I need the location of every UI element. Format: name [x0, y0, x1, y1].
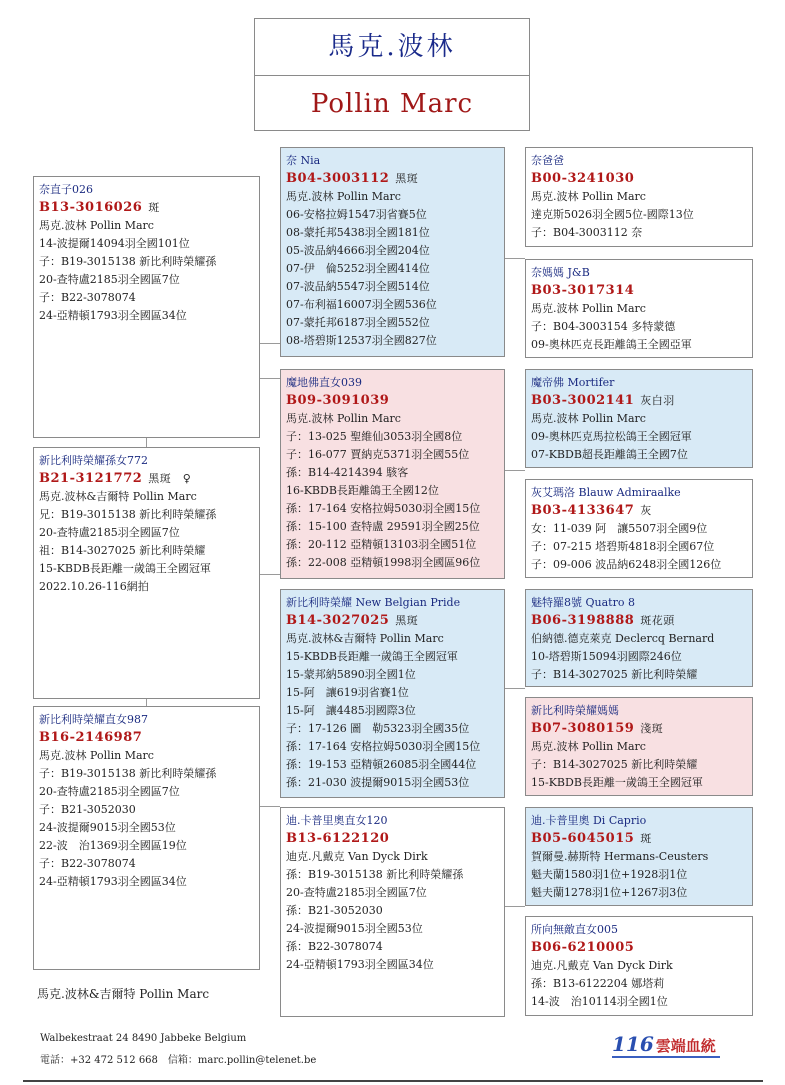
g3-info-line: 馬克.波林&吉爾特 Pollin Marc: [286, 632, 444, 645]
connector: [259, 806, 280, 807]
pedigree-great-grandparent-1: [525, 147, 753, 247]
gg1-info-line: 子：B04-3003112 奈: [531, 226, 643, 239]
g3-ring-number: B14-3027025: [286, 613, 390, 628]
gg6-name: 新比利時榮耀媽媽: [531, 704, 619, 717]
gg7-ring-number: B05-6045015: [531, 831, 635, 846]
footer-contact: 電話：+32 472 512 668 信箱：marc.pollin@telenet.be: [40, 1055, 317, 1066]
gg5-info-line: 子：B14-3027025 新比利時榮耀: [531, 668, 698, 681]
connector: [146, 698, 147, 706]
g3-info-line: 子：17-126 圖 勒5323羽全國35位: [286, 722, 470, 735]
g1-info-line: 08-蒙托邦5438羽全國181位: [286, 226, 430, 239]
connector: [504, 906, 525, 907]
gg6-info-line: 15-KBDB長距離一歲鴿王全國冠軍: [531, 776, 703, 789]
g4-info-line: 20-查特盧2185羽全國區7位: [286, 886, 427, 899]
g2-info-line: 孫：20-112 亞精頓13103羽全國51位: [286, 538, 477, 551]
gg7-color: 斑: [640, 832, 652, 845]
sire-info-line: 15-KBDB長距離一歲鴿王全國冠軍: [39, 562, 211, 575]
pedigree-dam: [33, 706, 260, 970]
g2-info-line: 孫：22-008 亞精頓1998羽全國區96位: [286, 556, 481, 569]
gg8-name: 所向無敵直女005: [531, 923, 618, 936]
gg4-info-line: 女：11-039 阿 讓5507羽全國9位: [531, 522, 708, 535]
gg6-ring-number: B07-3080159: [531, 721, 635, 736]
g3-name: 新比利時榮耀 New Belgian Pride: [286, 596, 461, 609]
g3-info-line: 15-KBDB長距離一歲鴿王全國冠軍: [286, 650, 458, 663]
gg3-ring-number: B03-3002141: [531, 393, 635, 408]
g1-ring-number: B04-3003112: [286, 171, 390, 186]
pedigree-great-grandparent-4: [525, 479, 753, 578]
g2-info-line: 孫：B14-4214394 駭客: [286, 466, 409, 479]
subject-info-line: 馬克.波林 Pollin Marc: [39, 219, 154, 232]
pedigree-grandsire-1: [280, 147, 505, 357]
g1-info-line: 08-塔碧斯12537羽全國827位: [286, 334, 437, 347]
g3-info-line: 孫：21-030 波提爾9015羽全國53位: [286, 776, 470, 789]
bottom-rule: [23, 1080, 763, 1082]
sire-info-line: 2022.10.26-116網拍: [39, 580, 149, 593]
gg7-info-line: 賀爾曼.赫斯特 Hermans-Ceusters: [531, 850, 709, 863]
gg5-info-line: 伯納德.德克萊克 Declercq Bernard: [531, 632, 715, 645]
sire-name: 新比利時榮耀孫女772: [39, 454, 148, 467]
footer-address: Walbekestraat 24 8490 Jabbeke Belgium: [40, 1033, 247, 1044]
g1-info-line: 07-伊 倫5252羽全國414位: [286, 262, 430, 275]
sire-color: 黑斑 ♀: [148, 472, 192, 485]
pedigree-sire: [33, 447, 260, 699]
subject-info-line: 14-波提爾14094羽全國101位: [39, 237, 190, 250]
g4-info-line: 24-波提爾9015羽全國53位: [286, 922, 423, 935]
sire-info-line: 馬克.波林&吉爾特 Pollin Marc: [39, 490, 197, 503]
g4-ring-number: B13-6122120: [286, 831, 390, 846]
sire-info-line: 20-查特盧2185羽全國區7位: [39, 526, 180, 539]
subject-color: 斑: [148, 201, 160, 214]
g3-info-line: 孫：17-164 安格拉姆5030羽全國15位: [286, 740, 481, 753]
g3-info-line: 15-蒙邦納5890羽全國1位: [286, 668, 416, 681]
dam-name: 新比利時榮耀直女987: [39, 713, 148, 726]
gg1-ring-number: B00-3241030: [531, 171, 635, 186]
g1-info-line: 馬克.波林 Pollin Marc: [286, 190, 401, 203]
g3-info-line: 15-阿 讓619羽省賽1位: [286, 686, 409, 699]
gg1-name: 奈爸爸: [531, 154, 564, 167]
dam-ring-number: B16-2146987: [39, 730, 143, 745]
breeder-name: 馬克.波林&吉爾特 Pollin Marc: [37, 987, 210, 1001]
gg6-info-line: 馬克.波林 Pollin Marc: [531, 740, 646, 753]
g1-info-line: 06-安格拉姆1547羽省賽5位: [286, 208, 427, 221]
gg1-info-line: 達克斯5026羽全國5位-國際13位: [531, 208, 694, 221]
g1-color: 黑斑: [395, 172, 419, 185]
dam-info-line: 24-亞精頓1793羽全國區34位: [39, 875, 187, 888]
gg7-name: 迪.卡普里奧 Di Caprio: [531, 814, 647, 827]
gg3-info-line: 07-KBDB超長距離鴿王全國7位: [531, 448, 688, 461]
owner-name-chinese: 馬克.波林: [255, 19, 529, 76]
gg7-info-line: 魁夫蘭1580羽1位+1928羽1位: [531, 868, 688, 881]
g4-info-line: 24-亞精頓1793羽全國區34位: [286, 958, 434, 971]
gg8-info-line: 迪克.凡戴克 Van Dyck Dirk: [531, 959, 673, 972]
connector: [146, 437, 147, 447]
pedigree-great-grandparent-8: [525, 916, 753, 1016]
gg3-name: 魔帝佛 Mortifer: [531, 376, 615, 389]
g2-info-line: 子：13-025 聖維仙3053羽全國8位: [286, 430, 463, 443]
g1-info-line: 07-布利福16007羽全國536位: [286, 298, 437, 311]
g2-info-line: 孫：15-100 查特盧 29591羽全國25位: [286, 520, 480, 533]
subject-info-line: 子：B19-3015138 新比利時榮耀孫: [39, 255, 217, 268]
gg3-info-line: 09-奧林匹克馬拉松鴿王全國冠軍: [531, 430, 692, 443]
gg4-info-line: 子：09-006 波品納6248羽全國126位: [531, 558, 722, 571]
gg2-info-line: 子：B04-3003154 多特蒙德: [531, 320, 676, 333]
dam-info-line: 子：B21-3052030: [39, 803, 136, 816]
g1-info-line: 07-蒙托邦6187羽全國552位: [286, 316, 430, 329]
connector: [504, 688, 525, 689]
sire-info-line: 祖：B14-3027025 新比利時榮耀: [39, 544, 206, 557]
gg5-ring-number: B06-3198888: [531, 613, 635, 628]
g2-info-line: 孫：17-164 安格拉姆5030羽全國15位: [286, 502, 481, 515]
pedigree-great-grandparent-3: [525, 369, 753, 468]
dam-info-line: 馬克.波林 Pollin Marc: [39, 749, 154, 762]
gg8-info-line: 孫：B13-6122204 娜塔莉: [531, 977, 665, 990]
g1-info-line: 07-波品納5547羽全國514位: [286, 280, 430, 293]
g4-info-line: 孫：B22-3078074: [286, 940, 383, 953]
gg5-info-line: 10-塔碧斯15094羽國際246位: [531, 650, 682, 663]
g2-name: 魔地佛直女039: [286, 376, 362, 389]
title-box: [254, 18, 530, 131]
g3-info-line: 15-阿 讓4485羽國際3位: [286, 704, 416, 717]
gg1-info-line: 馬克.波林 Pollin Marc: [531, 190, 646, 203]
g4-info-line: 迪克.凡戴克 Van Dyck Dirk: [286, 850, 428, 863]
connector: [259, 574, 280, 575]
gg4-name: 灰艾瑪洛 Blauw Admiraalke: [531, 486, 681, 499]
pedigree-great-grandparent-7: [525, 807, 753, 906]
g2-ring-number: B09-3091039: [286, 393, 390, 408]
gg7-info-line: 魁夫蘭1278羽1位+1267羽3位: [531, 886, 688, 899]
sire-ring-number: B21-3121772: [39, 471, 143, 486]
gg4-info-line: 子：07-215 塔碧斯4818羽全國67位: [531, 540, 715, 553]
gg2-name: 奈媽媽 J&B: [531, 266, 590, 279]
g3-info-line: 孫：19-153 亞精頓26085羽全國44位: [286, 758, 477, 771]
pedigree-granddam-2: [280, 807, 505, 1017]
dam-info-line: 子：B22-3078074: [39, 857, 136, 870]
gg2-info-line: 09-奧林匹克長距離鴿王全國亞軍: [531, 338, 692, 351]
logo-number: 116: [612, 1032, 654, 1056]
subject-info-line: 24-亞精頓1793羽全國區34位: [39, 309, 187, 322]
g4-info-line: 孫：B21-3052030: [286, 904, 383, 917]
connector: [504, 258, 525, 259]
connector: [504, 470, 525, 471]
gg5-name: 魅特羅8號 Quatro 8: [531, 596, 635, 609]
g2-info-line: 馬克.波林 Pollin Marc: [286, 412, 401, 425]
dam-info-line: 子：B19-3015138 新比利時榮耀孫: [39, 767, 217, 780]
gg4-color: 灰: [640, 504, 652, 517]
gg6-info-line: 子：B14-3027025 新比利時榮耀: [531, 758, 698, 771]
gg4-ring-number: B03-4133647: [531, 503, 635, 518]
g4-info-line: 孫：B19-3015138 新比利時榮耀孫: [286, 868, 464, 881]
pedigree-great-grandparent-2: [525, 259, 753, 358]
g4-name: 迪.卡普里奧直女120: [286, 814, 388, 827]
cloud-pedigree-logo: [612, 1032, 716, 1056]
logo-text: 雲端血統: [655, 1037, 716, 1055]
g3-color: 黑斑: [395, 614, 419, 627]
gg3-color: 灰白羽: [640, 394, 675, 407]
pedigree-grandsire-2: [280, 589, 505, 798]
g1-name: 奈 Nia: [286, 154, 321, 167]
gg6-color: 淺斑: [640, 722, 664, 735]
gg5-color: 斑花頭: [640, 614, 675, 627]
g2-info-line: 子：16-077 賈納克5371羽全國55位: [286, 448, 470, 461]
owner-name-english: Pollin Marc: [310, 89, 474, 119]
gg8-info-line: 14-波 治10114羽全國1位: [531, 995, 668, 1008]
subject-name: 奈直子026: [39, 183, 93, 196]
dam-info-line: 20-查特盧2185羽全國區7位: [39, 785, 180, 798]
gg8-ring-number: B06-6210005: [531, 940, 635, 955]
dam-info-line: 22-波 治1369羽全國區19位: [39, 839, 187, 852]
g2-info-line: 16-KBDB長距離鴿王全國12位: [286, 484, 439, 497]
gg2-info-line: 馬克.波林 Pollin Marc: [531, 302, 646, 315]
subject-info-line: 20-查特盧2185羽全國區7位: [39, 273, 180, 286]
gg2-ring-number: B03-3017314: [531, 283, 635, 298]
subject-info-line: 子：B22-3078074: [39, 291, 136, 304]
connector: [259, 343, 280, 344]
pedigree-granddam-1: [280, 369, 505, 579]
g1-info-line: 05-波品納4666羽全國204位: [286, 244, 430, 257]
sire-info-line: 兄：B19-3015138 新比利時榮耀孫: [39, 508, 217, 521]
pedigree-subject: [33, 176, 260, 438]
logo-underline: [612, 1056, 720, 1058]
pedigree-great-grandparent-6: [525, 697, 753, 796]
connector: [259, 378, 280, 379]
gg3-info-line: 馬克.波林 Pollin Marc: [531, 412, 646, 425]
subject-ring-number: B13-3016026: [39, 200, 143, 215]
pedigree-great-grandparent-5: [525, 589, 753, 687]
dam-info-line: 24-波提爾9015羽全國53位: [39, 821, 176, 834]
